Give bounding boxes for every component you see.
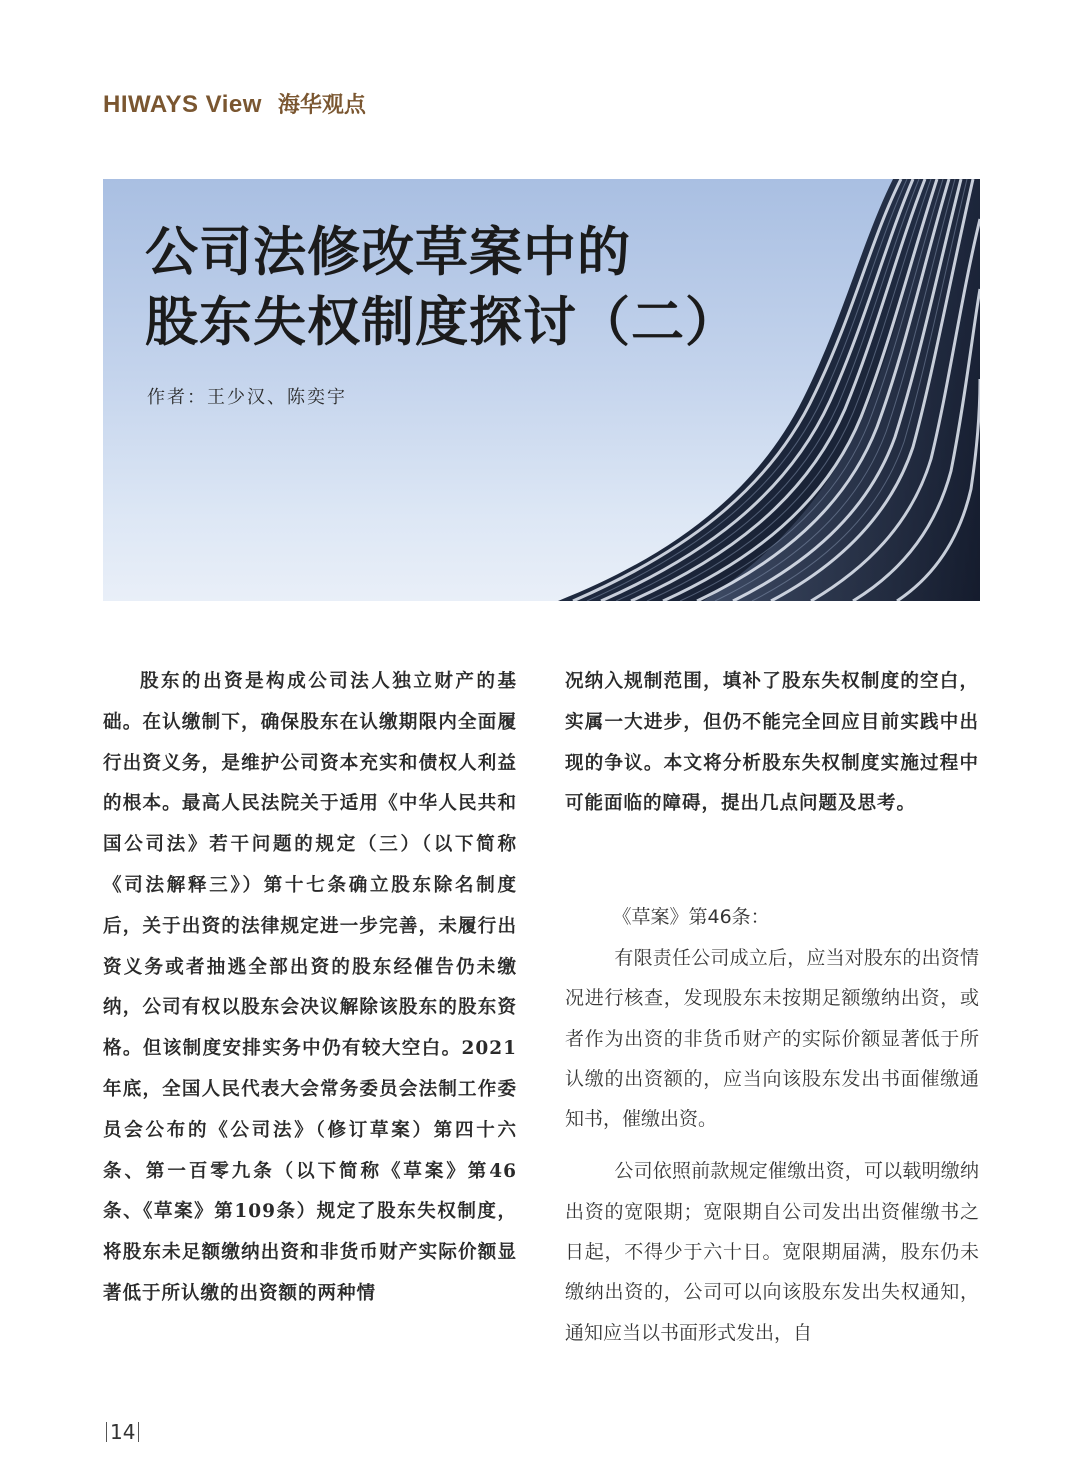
body-column-left (103, 662, 517, 1315)
brand-name: HIWAYS View (103, 91, 262, 118)
section-name: 海华观点 (277, 93, 366, 118)
quote-paragraph-1: 有限责任公司成立后，应当对股东的出资情况进行核查，发现股东未按期足额缴纳出资，或者作为出资的非货币财产的实际价额显著低于所认缴的出资额的，应当向该股东发出书面催缴通知书，催缴出资。 (565, 947, 979, 1131)
article-author: 作者：王少汉、陈奕宇 (147, 387, 347, 408)
page-number-divider-right (138, 1422, 139, 1442)
article-title (145, 217, 739, 357)
page-number-value: 14 (110, 1420, 136, 1444)
quote-heading: 《草案》第46条： (612, 906, 770, 928)
quote-paragraph-2: 公司依照前款规定催缴出资，可以载明缴纳出资的宽限期；宽限期自公司发出出资催缴书之日起，不得少于六十日。宽限期届满，股东仍未缴纳出资的，公司可以向该股东发出失权通知，通知应当以书面形式发出，自 (565, 1160, 979, 1344)
magazine-header (103, 88, 366, 119)
intro-paragraph-part2: 况纳入规制范围，填补了股东失权制度的空白，实属一大进步，但仍不能完全回应目前实践中出现的争议。本文将分析股东失权制度实施过程中可能面临的障碍，提出几点问题及思考。 (565, 671, 979, 815)
intro-paragraph-part1: 股东的出资是构成公司法人独立财产的基础。在认缴制下，确保股东在认缴期限内全面履行出资义务，是维护公司资本充实和债权人利益的根本。最高人民法院关于适用《中华人民共和国公司法》若干问题的规定（三）（以下简称《司法解释三》）第十七条确立股东除名制度后，关于出资的法律规定进一步完善，未履行出资义务或者抽逃全部出资的股东经催告仍未缴纳，公司有权以股东会决议解除该股东的股东资格。但该制度安排实务中仍有较大空白。2021年底，全国人民代表大会常务委员会法制工作委员会公布的《公司法》（修订草案）第四十六条、第一百零九条（以下简称《草案》第46条、《草案》第109条）规定了股东失权制度，将股东未足额缴纳出资和非货币财产实际价额显著低于所认缴的出资额的两种情 (103, 671, 517, 1304)
quote-body (565, 938, 979, 1365)
article-title-line2: 股东失权制度探讨（二） (145, 291, 739, 353)
page-number (103, 1420, 142, 1444)
article-title-line1: 公司法修改草案中的 (145, 221, 631, 283)
page-number-divider-left (106, 1422, 107, 1442)
body-column-right (565, 662, 979, 825)
hero-banner (103, 179, 980, 601)
